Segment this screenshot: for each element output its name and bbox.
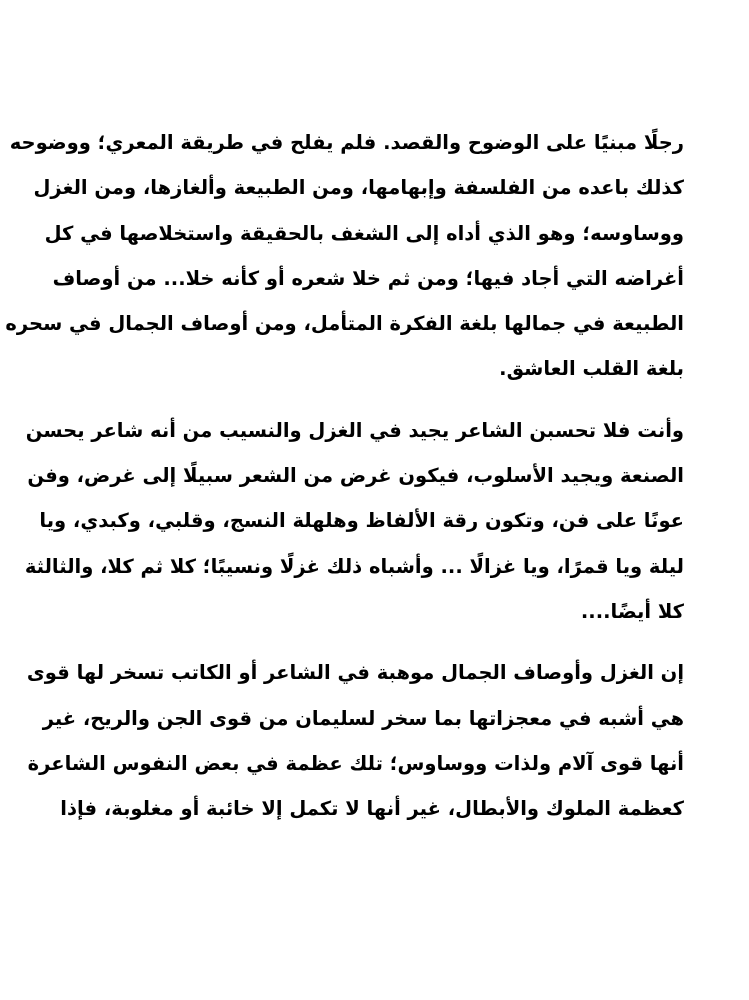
text-line: الصنعة ويجيد الأسلوب، فيكون غرض من الشعر سبيلًا إلى غرض، وفن — [27, 464, 684, 488]
paragraph — [5, 120, 684, 392]
text-line: بلغة القلب العاشق. — [499, 357, 684, 381]
paragraph — [24, 408, 684, 634]
text-line: هي أشبه في معجزاتها بما سخر لسليمان من قوى الجن والريح، غير — [42, 706, 684, 730]
text-line: أنها قوى آلام ولذات ووساوس؛ تلك عظمة في بعض النفوس الشاعرة — [27, 751, 684, 775]
text-line: وأنت فلا تحسبن الشاعر يجيد في الغزل والنسيب من أنه شاعر يحسن — [25, 418, 684, 442]
text-line: أغراضه التي أجاد فيها؛ ومن ثم خلا شعره أو كأنه خلا... من أوصاف — [52, 266, 684, 290]
text-line: ووساوسه؛ وهو الذي أداه إلى الشغف بالحقيقة واستخلاصها في كل — [44, 221, 684, 245]
paragraph — [26, 650, 684, 831]
text-line: كعظمة الملوك والأبطال، غير أنها لا تكمل إلا خائبة أو مغلوبة، فإذا — [60, 797, 684, 821]
text-line: كذلك باعده من الفلسفة وإبهامها، ومن الطبيعة وألغازها، ومن الغزل — [33, 176, 684, 200]
text-line: الطبيعة في جمالها بلغة الفكرة المتأمل، ومن أوصاف الجمال في سحره — [5, 312, 684, 336]
text-line: عونًا على فن، وتكون رقة الألفاظ وهلهلة النسج، وقلبي، وكبدي، ويا — [39, 509, 684, 533]
text-line: رجلًا مبنيًا على الوضوح والقصد. فلم يفلح في طريقة المعري؛ ووضوحه — [9, 131, 684, 154]
text-line: إن الغزل وأوصاف الجمال موهبة في الشاعر أو الكاتب تسخر لها قوى — [26, 661, 684, 685]
text-line: ليلة ويا قمرًا، ويا غزالًا ... وأشباه ذلك غزلًا ونسيبًا؛ كلا ثم كلا، والثالثة — [24, 554, 684, 578]
document-page — [5, 120, 684, 847]
text-line: كلا أيضًا.... — [580, 599, 684, 623]
